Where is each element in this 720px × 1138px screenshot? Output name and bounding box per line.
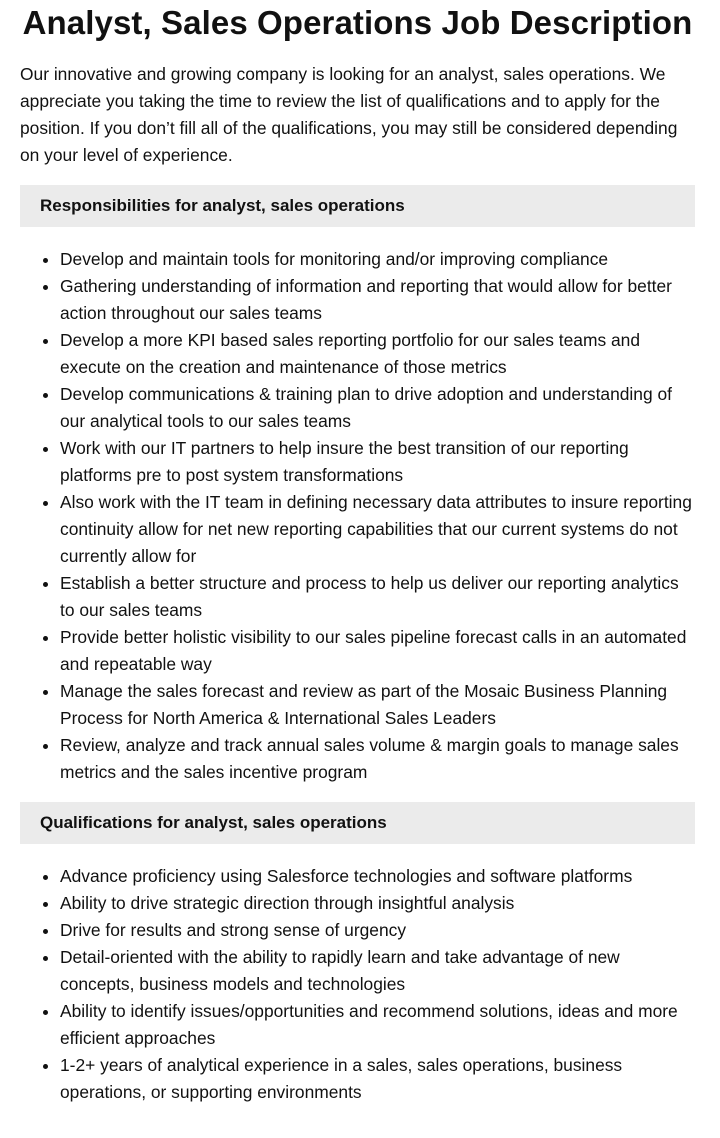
responsibilities-header: Responsibilities for analyst, sales operations [20, 185, 695, 227]
list-item: • Develop a more KPI based sales reporting portfolio for our sales teams and execute on the creation and maintenance of those metrics [60, 327, 695, 381]
list-item: • Manage the sales forecast and review as part of the Mosaic Business Planning Process for North America & International Sales Leaders [60, 678, 695, 732]
list-item: • Develop communications & training plan to drive adoption and understanding of our analytical tools to our sales teams [60, 381, 695, 435]
list-item: • Advance proficiency using Salesforce technologies and software platforms [60, 863, 695, 890]
page-title: Analyst, Sales Operations Job Description [22, 4, 693, 41]
list-item: • Drive for results and strong sense of urgency [60, 917, 695, 944]
list-item: • Work with our IT partners to help insure the best transition of our reporting platforms pre to post system transformations [60, 435, 695, 489]
responsibilities-list [20, 246, 695, 786]
list-item: • Ability to identify issues/opportunities and recommend solutions, ideas and more efficient approaches [60, 998, 695, 1052]
job-description-page [20, 0, 695, 1106]
qualifications-list [20, 863, 695, 1106]
list-item: • Establish a better structure and process to help us deliver our reporting analytics to our sales teams [60, 570, 695, 624]
list-item: • Provide better holistic visibility to our sales pipeline forecast calls in an automated and repeatable way [60, 624, 695, 678]
list-item: • Detail-oriented with the ability to rapidly learn and take advantage of new concepts, business models and technologies [60, 944, 695, 998]
intro-paragraph: Our innovative and growing company is looking for an analyst, sales operations. We appreciate you taking the time to review the list of qualifications and to apply for the position. If you don’t fill all of the qualifications, you may still be considered depending on your level of experience. [20, 64, 678, 165]
qualifications-header: Qualifications for analyst, sales operations [20, 802, 695, 844]
list-item: • Also work with the IT team in defining necessary data attributes to insure reporting continuity allow for net new reporting capabilities that our current systems do not currently allow for [60, 489, 695, 570]
list-item: • 1-2+ years of analytical experience in a sales, sales operations, business operations, or supporting environments [60, 1052, 695, 1106]
list-item: • Gathering understanding of information and reporting that would allow for better action throughout our sales teams [60, 273, 695, 327]
list-item: • Ability to drive strategic direction through insightful analysis [60, 890, 695, 917]
list-item: • Develop and maintain tools for monitoring and/or improving compliance [60, 246, 695, 273]
list-item: • Review, analyze and track annual sales volume & margin goals to manage sales metrics and the sales incentive program [60, 732, 695, 786]
